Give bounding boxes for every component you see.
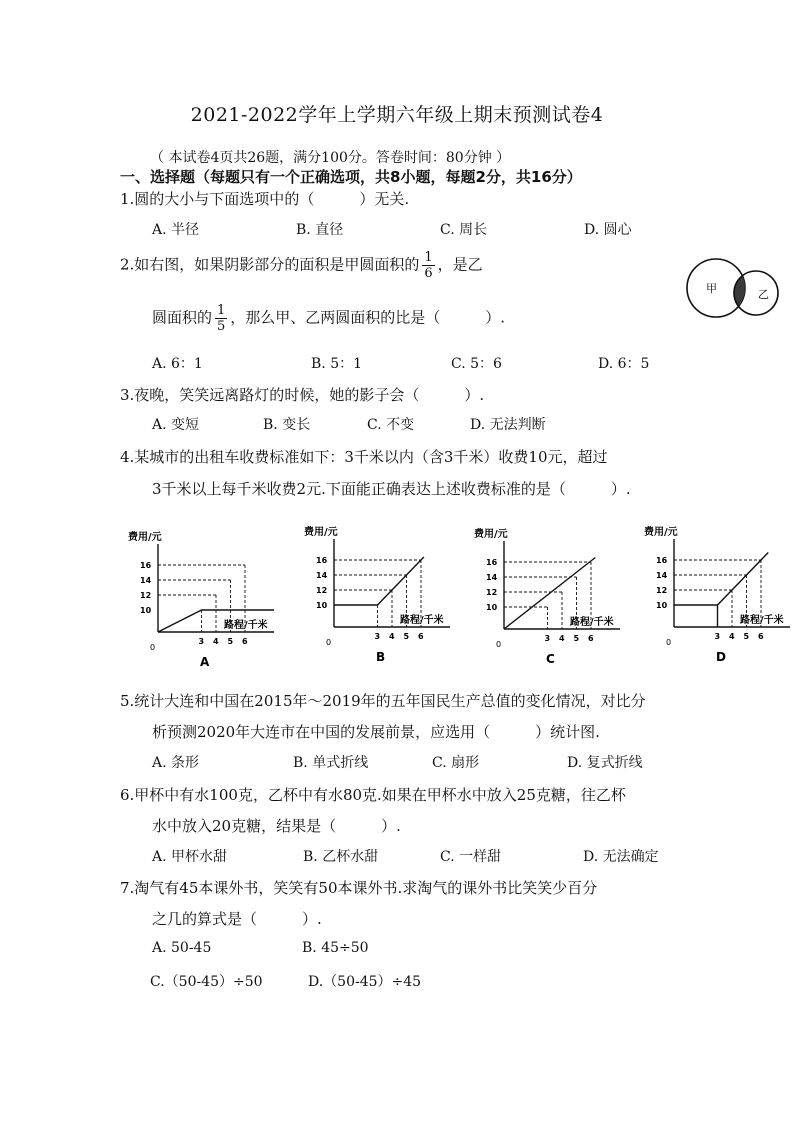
q1-option-c[interactable]: C. 周长 <box>440 222 488 238</box>
x-tick-label: 3 <box>714 632 721 641</box>
exam-note: （ 本试卷4页共26题，满分100分。答卷时间：80分钟 ） <box>150 150 511 166</box>
q6-option-b[interactable]: B. 乙杯水甜 <box>303 849 379 865</box>
x-tick-label: 5 <box>743 632 750 641</box>
y-tick-label: 16 <box>486 558 498 567</box>
q1-option-a[interactable]: A. 半径 <box>152 222 200 238</box>
y-tick-label: 12 <box>140 591 152 600</box>
question-3: 3.夜晚，笑笑远离路灯的时候，她的影子会（ ）. <box>120 386 485 404</box>
x-tick-label: 3 <box>198 637 205 646</box>
q6-option-a[interactable]: A. 甲杯水甜 <box>152 849 228 865</box>
x-tick-label: 6 <box>242 637 248 646</box>
question-6-line2: 水中放入20克糖，结果是（ ）. <box>152 817 401 835</box>
y-tick-label: 12 <box>656 586 668 595</box>
fraction-denominator: 5 <box>217 319 226 334</box>
q5-option-d[interactable]: D. 复式折线 <box>567 755 643 771</box>
y-tick-label: 14 <box>486 573 498 582</box>
question-4-line1: 4.某城市的出租车收费标准如下：3千米以内（含3千米）收费10元，超过 <box>120 448 608 466</box>
q2-text-b: ，是乙 <box>437 255 483 274</box>
q6-option-d[interactable]: D. 无法确定 <box>583 849 659 865</box>
x-tick-label: 4 <box>389 632 395 641</box>
y-axis-label: 费用/元 <box>644 527 678 538</box>
circle-label-jia: 甲 <box>706 282 717 295</box>
q2-text-a: 2.如右图，如果阴影部分的面积是甲圆面积的 <box>120 255 420 274</box>
q1-option-b[interactable]: B. 直径 <box>296 222 344 238</box>
q7-option-c[interactable]: C.（50-45）÷50 <box>150 974 263 990</box>
q6-option-c[interactable]: C. 一样甜 <box>440 849 502 865</box>
y-axis-label: 费用/元 <box>474 529 508 540</box>
graph-option-label: D <box>716 650 726 664</box>
question-1: 1.圆的大小与下面选项中的（ ）无关. <box>120 190 410 208</box>
x-tick-label: 4 <box>213 637 219 646</box>
fare-line-rising <box>158 610 202 632</box>
q1-option-d[interactable]: D. 圆心 <box>584 222 632 238</box>
section-heading: 一、选择题（每题只有一个正确选项，共8小题，每题2分，共16分） <box>120 168 582 186</box>
x-tick-label: 5 <box>403 632 410 641</box>
question-4-line2: 3千米以上每千米收费2元.下面能正确表达上述收费标准的是（ ）. <box>152 480 631 498</box>
x-tick-label: 5 <box>227 637 234 646</box>
question-7-line1: 7.淘气有45本课外书，笑笑有50本课外书.求淘气的课外书比笑笑少百分 <box>120 879 598 897</box>
y-tick-label: 14 <box>140 576 152 585</box>
q2-option-a[interactable]: A. 6：1 <box>152 356 203 372</box>
x-tick-label: 6 <box>588 634 594 643</box>
y-tick-label: 12 <box>316 586 328 595</box>
origin-label: 0 <box>496 640 502 649</box>
q2-text-c: 圆面积的 <box>152 308 213 327</box>
q3-option-d[interactable]: D. 无法判断 <box>470 417 546 433</box>
origin-label: 0 <box>666 638 672 647</box>
q3-option-a[interactable]: A. 变短 <box>152 417 200 433</box>
q3-option-b[interactable]: B. 变长 <box>263 417 311 433</box>
x-axis-label: 路程/千米 <box>740 615 784 626</box>
fraction-numerator: 1 <box>217 303 226 318</box>
y-tick-label: 10 <box>316 601 328 610</box>
y-tick-label: 16 <box>316 556 328 565</box>
graph-option-label: C <box>546 652 555 666</box>
question-2-line1 <box>120 250 483 281</box>
y-tick-label: 16 <box>140 561 152 570</box>
fraction-one-fifth <box>215 303 227 334</box>
fraction-one-sixth <box>422 250 434 281</box>
question-5-line2: 析预测2020年大连市在中国的发展前景，应选用（ ）统计图. <box>152 723 600 741</box>
x-tick-label: 6 <box>758 632 764 641</box>
y-tick-label: 16 <box>656 556 668 565</box>
q2-option-c[interactable]: C. 5：6 <box>451 356 502 372</box>
fare-graph-b <box>300 517 460 669</box>
x-axis-label: 路程/千米 <box>400 615 444 626</box>
q7-option-d[interactable]: D.（50-45）÷45 <box>308 974 422 990</box>
y-tick-label: 10 <box>656 601 668 610</box>
q2-option-b[interactable]: B. 5：1 <box>311 356 363 372</box>
question-6-line1: 6.甲杯中有水100克，乙杯中有水80克.如果在甲杯水中放入25克糖，往乙杯 <box>120 786 626 804</box>
q2-option-d[interactable]: D. 6：5 <box>598 356 650 372</box>
fraction-denominator: 6 <box>424 266 433 281</box>
fare-graph-a <box>124 522 284 674</box>
q5-option-a[interactable]: A. 条形 <box>152 755 200 771</box>
x-tick-label: 4 <box>559 634 565 643</box>
graph-option-label: A <box>200 655 210 669</box>
y-tick-label: 14 <box>656 571 668 580</box>
y-axis-label: 费用/元 <box>128 532 162 543</box>
question-2-line2 <box>152 303 505 334</box>
y-tick-label: 14 <box>316 571 328 580</box>
fare-line-rising <box>378 557 424 605</box>
overlapping-circles-figure <box>680 252 780 324</box>
y-axis-label: 费用/元 <box>304 527 338 538</box>
fraction-numerator: 1 <box>424 250 433 265</box>
origin-label: 0 <box>150 643 156 652</box>
q7-option-b[interactable]: B. 45÷50 <box>302 940 369 956</box>
q3-option-c[interactable]: C. 不变 <box>367 417 415 433</box>
fare-graph-c <box>470 519 630 671</box>
question-7-line2: 之几的算式是（ ）. <box>152 910 322 928</box>
y-tick-label: 10 <box>140 606 152 615</box>
q5-option-c[interactable]: C. 扇形 <box>432 755 480 771</box>
x-tick-label: 3 <box>544 634 551 643</box>
x-tick-label: 6 <box>418 632 424 641</box>
x-tick-label: 4 <box>729 632 735 641</box>
graph-option-label: B <box>376 650 386 664</box>
y-tick-label: 12 <box>486 588 498 597</box>
q7-option-a[interactable]: A. 50-45 <box>152 940 212 956</box>
q2-text-d: ，那么甲、乙两圆面积的比是（ ）. <box>230 308 506 327</box>
x-tick-label: 3 <box>374 632 381 641</box>
origin-label: 0 <box>326 638 332 647</box>
x-tick-label: 5 <box>573 634 580 643</box>
x-axis-label: 路程/千米 <box>570 617 614 628</box>
q5-option-b[interactable]: B. 单式折线 <box>293 755 369 771</box>
page-title: 2021-2022学年上学期六年级上期末预测试卷4 <box>190 104 604 126</box>
y-tick-label: 10 <box>486 603 498 612</box>
x-axis-label: 路程/千米 <box>224 620 268 631</box>
circle-label-yi: 乙 <box>758 288 769 301</box>
fare-graph-d <box>640 517 794 669</box>
question-5-line1: 5.统计大连和中国在2015年～2019年的五年国民生产总值的变化情况，对比分 <box>120 692 646 710</box>
